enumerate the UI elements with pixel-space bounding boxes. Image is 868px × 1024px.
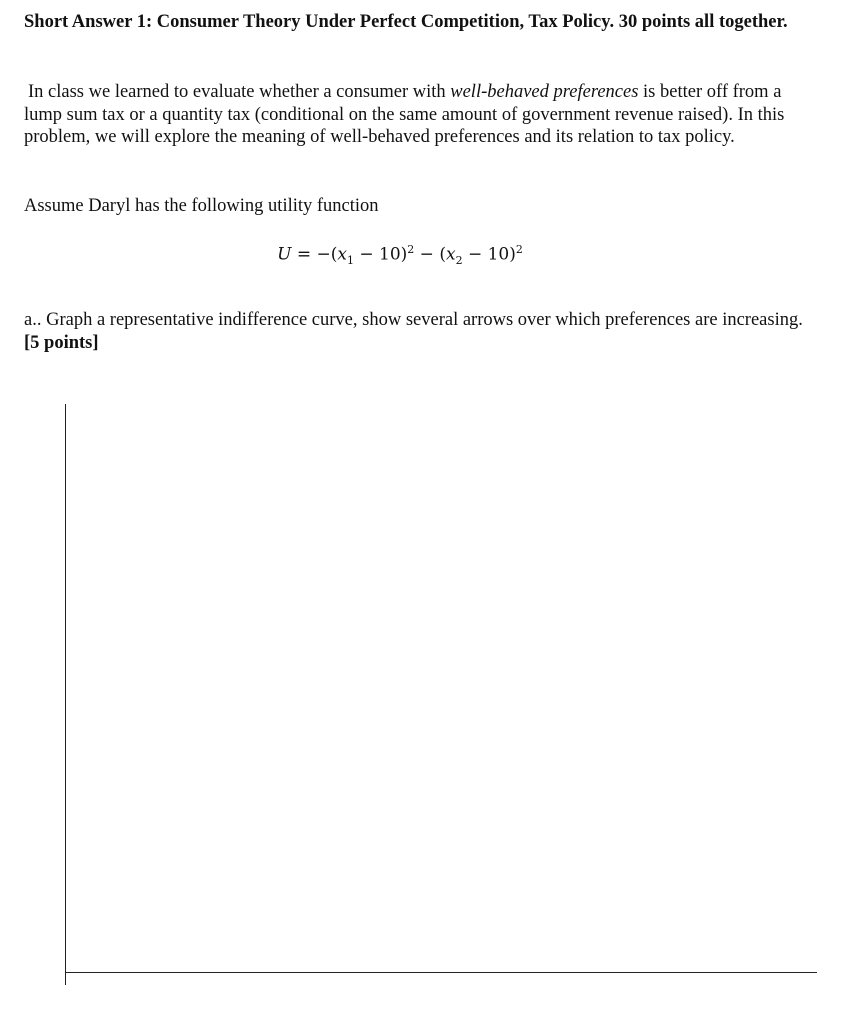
formula-part: − 10) bbox=[353, 244, 408, 265]
part-a-text: Graph a representative indifference curve, show several arrows over which preferences are increasing. bbox=[41, 310, 803, 330]
part-a-points: [5 points] bbox=[24, 332, 99, 353]
part-a-label: a.. bbox=[24, 310, 42, 330]
formula-sq2: 2 bbox=[515, 243, 523, 256]
formula-sub2: 2 bbox=[455, 254, 463, 268]
formula-part: = −( bbox=[291, 244, 338, 265]
formula-part: − 10) bbox=[462, 244, 516, 265]
intro-emphasis: well-behaved preferences bbox=[450, 82, 639, 102]
assume-line: Assume Daryl has the following utility function bbox=[24, 196, 379, 216]
formula-sub1: 1 bbox=[346, 254, 354, 268]
formula-x2: x bbox=[445, 244, 456, 265]
formula-U: U bbox=[277, 244, 292, 265]
intro-text-start: In class we learned to evaluate whether a consumer with bbox=[28, 82, 451, 102]
heading-points: . 30 points all together. bbox=[609, 12, 788, 32]
intro-text-end: is better off from a lump sum tax or a quantity tax (conditional on the same amount of government revenue raised). In this problem, we will explore the meaning of well-behaved preferences and its relation to tax policy. bbox=[24, 82, 785, 147]
formula-x1: x bbox=[337, 244, 347, 265]
formula-part: − ( bbox=[414, 244, 446, 265]
formula-sq1: 2 bbox=[407, 243, 415, 256]
heading-title: Short Answer 1: Consumer Theory Under Perfect Competition, Tax Policy bbox=[24, 12, 610, 32]
